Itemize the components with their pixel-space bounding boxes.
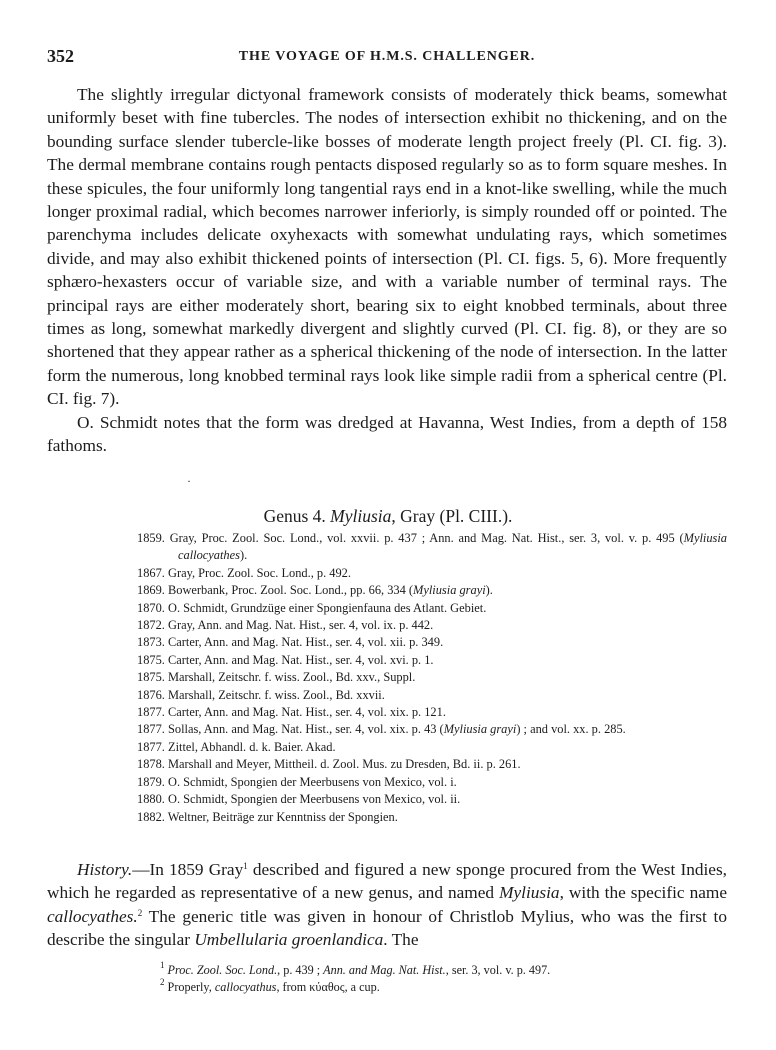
bibliography-entry (137, 600, 727, 617)
bibliography-citation-tail: ). (485, 583, 493, 598)
bibliography-entry (137, 582, 727, 599)
history-text-e: . The (383, 930, 419, 950)
bibliography-year: 1877. (137, 722, 165, 737)
footnote-mark-2: 2 (160, 977, 165, 987)
genus-name: Myliusia (330, 506, 392, 526)
history-section (47, 858, 727, 952)
bibliography-list (137, 530, 727, 826)
bibliography-entry (137, 791, 727, 808)
bibliography-entry (137, 530, 727, 565)
footnote-2-text-b: , from κύαθος, a cup. (276, 980, 380, 994)
bibliography-citation: Gray, Ann. and Mag. Nat. Hist., ser. 4, vol. ix. p. 442. (168, 618, 434, 633)
history-text-d: The generic title was given in honour of Christlob Mylius, who was the first to describe the singular (47, 906, 727, 950)
bibliography-entry (137, 565, 727, 582)
bibliography-citation: Weltner, Beiträge zur Kenntniss der Spongien. (167, 809, 398, 824)
bibliography-citation-tail: ) ; and vol. xx. p. 285. (516, 722, 626, 737)
bibliography-citation: Carter, Ann. and Mag. Nat. Hist., ser. 4, vol. xvi. p. 1. (168, 652, 434, 667)
bibliography-citation: Marshall, Zeitschr. f. wiss. Zool., Bd. xxv., Suppl. (168, 670, 416, 685)
running-title: THE VOYAGE OF H.M.S. CHALLENGER. (238, 49, 536, 64)
bibliography-year: 1875. (137, 652, 165, 667)
bibliography-citation: Carter, Ann. and Mag. Nat. Hist., ser. 4, vol. xii. p. 349. (168, 635, 444, 650)
footnote-mark-1: 1 (160, 960, 165, 970)
bibliography-entry (137, 687, 727, 704)
bibliography-citation: Carter, Ann. and Mag. Nat. Hist., ser. 4, vol. xix. p. 121. (168, 705, 446, 720)
history-umbellularia: Umbellularia groenlandica (194, 930, 384, 950)
history-text-c: , with the specific name (559, 883, 727, 903)
history-text-b: described and figured a new sponge procured from the West Indies, which he regarded as representative of a new genus, and named (47, 860, 727, 903)
bibliography-citation: O. Schmidt, Spongien der Meerbusens von Mexico, vol. ii. (168, 792, 461, 807)
bibliography-citation: Marshall and Meyer, Mittheil. d. Zool. Mus. zu Dresden, Bd. ii. p. 261. (168, 757, 521, 772)
bibliography-entry (137, 756, 727, 773)
bibliography-entry (137, 634, 727, 651)
bibliography-citation: Gray, Proc. Zool. Soc. Lond., p. 492. (168, 565, 351, 580)
bibliography-citation: Zittel, Abhandl. d. k. Baier. Akad. (168, 739, 336, 754)
bibliography-year: 1877. (137, 739, 165, 754)
footnote-ref-2: 2 (137, 907, 143, 918)
bibliography-species: Myliusia grayi (443, 722, 517, 737)
page-number: 352 (47, 46, 74, 66)
footnote-1-ital-a: Proc. Zool. Soc. Lond. (167, 963, 278, 977)
genus-prefix: Genus 4. (263, 506, 331, 526)
history-text-a: —In 1859 Gray (132, 860, 244, 879)
footnote-2 (160, 979, 727, 996)
bibliography-year: 1879. (137, 774, 165, 789)
bibliography-entry (137, 617, 727, 634)
bibliography-entry (137, 721, 727, 738)
footnote-1 (160, 962, 727, 979)
history-label: History. (77, 860, 133, 879)
genus-heading (0, 506, 776, 527)
bibliography-year: 1873. (137, 635, 165, 650)
footnote-2-text-a: Properly, (167, 980, 215, 994)
bibliography-entry (137, 809, 727, 826)
bibliography-year: 1859. (137, 531, 165, 545)
bibliography-citation: Marshall, Zeitschr. f. wiss. Zool., Bd. xxvii. (168, 687, 385, 702)
bibliography-citation-tail: ). (239, 548, 248, 563)
bibliography-species: Myliusia callocyathes (178, 531, 727, 563)
bibliography-citation: Bowerbank, Proc. Zool. Soc. Lond., pp. 66, 334 ( (168, 583, 414, 598)
genus-suffix: , Gray (Pl. CIII.). (391, 506, 513, 526)
footnote-1-ital-b: Ann. and Mag. Nat. Hist. (323, 963, 446, 977)
bibliography-entry (137, 739, 727, 756)
footnote-1-text-b: , ser. 3, vol. v. p. 497. (445, 963, 551, 977)
footnotes (160, 962, 727, 996)
bibliography-year: 1880. (137, 792, 165, 807)
paragraph-description: The slightly irregular dictyonal framework consists of moderately thick beams, somewhat uniformly beset with fine tubercles. The nodes of intersection exhibit no thickening, and on the bounding surface slender tubercle-like bosses of moderate length project freely (Pl. CI. fig. 3). The dermal membrane contains rough pentacts disposed regularly so as to form square meshes. In these spicules, the four uniformly long tangential rays end in a knot-like swelling, while the much longer proximal radial, which becomes narrower inferiorly, is simply rounded off or pointed. The parenchyma includes delicate oxyhexacts with somewhat undulating rays, which sometimes divide, and may also exhibit thickened points of intersection (Pl. CI. figs. 5, 6). More frequently sphæro-hexasters occur of variable size, and with a variable number of terminal rays. The principal rays are either moderately short, bearing six to eight knobbed terminals, about three times as long, somewhat markedly divergent and slightly curved (Pl. CI. fig. 8), or they are so shortened that they appear rather as a spherical thickening of the node of intersection. In the latter form the numerous, long knobbed terminal rays look like simple radii from a spherical centre (Pl. CI. fig. 7). (47, 85, 727, 409)
bibliography-entry (137, 669, 727, 686)
footnote-2-ital: callocyathus (214, 980, 277, 994)
bibliography-entry (137, 652, 727, 669)
footnote-1-text-a: , p. 439 ; (277, 963, 324, 977)
bibliography-entry (137, 704, 727, 721)
bibliography-entry (137, 774, 727, 791)
body-text (47, 83, 727, 458)
bibliography-year: 1882. (137, 809, 165, 824)
paragraph-locality: O. Schmidt notes that the form was dredged at Havanna, West Indies, from a depth of 158 fathoms. (47, 412, 727, 456)
bibliography-year: 1869. (137, 583, 165, 598)
bibliography-year: 1867. (137, 565, 165, 580)
bibliography-species: Myliusia grayi (413, 583, 486, 598)
bibliography-year: 1877. (137, 705, 165, 720)
bibliography-year: 1876. (137, 687, 165, 702)
bibliography-citation: Gray, Proc. Zool. Soc. Lond., vol. xxvii. p. 437 ; Ann. and Mag. Nat. Hist., ser. 3, vol. v. p. 495 ( (169, 531, 684, 545)
bibliography-year: 1870. (137, 600, 165, 615)
bibliography-year: 1875. (137, 670, 165, 685)
bibliography-year: 1872. (137, 618, 165, 633)
history-paragraph (47, 858, 727, 952)
bibliography-citation: Sollas, Ann. and Mag. Nat. Hist., ser. 4, vol. xix. p. 43 ( (168, 722, 444, 737)
bibliography-year: 1878. (137, 757, 165, 772)
bibliography-citation: O. Schmidt, Grundzüge einer Spongienfauna des Atlant. Gebiet. (168, 600, 487, 615)
history-species-name: callocyathes. (47, 906, 138, 926)
history-genus-name: Myliusia (499, 883, 560, 903)
page-header (47, 46, 727, 70)
stray-mark: · (187, 474, 191, 488)
bibliography-citation: O. Schmidt, Spongien der Meerbusens von Mexico, vol. i. (168, 774, 457, 789)
footnote-ref-1: 1 (243, 861, 248, 871)
